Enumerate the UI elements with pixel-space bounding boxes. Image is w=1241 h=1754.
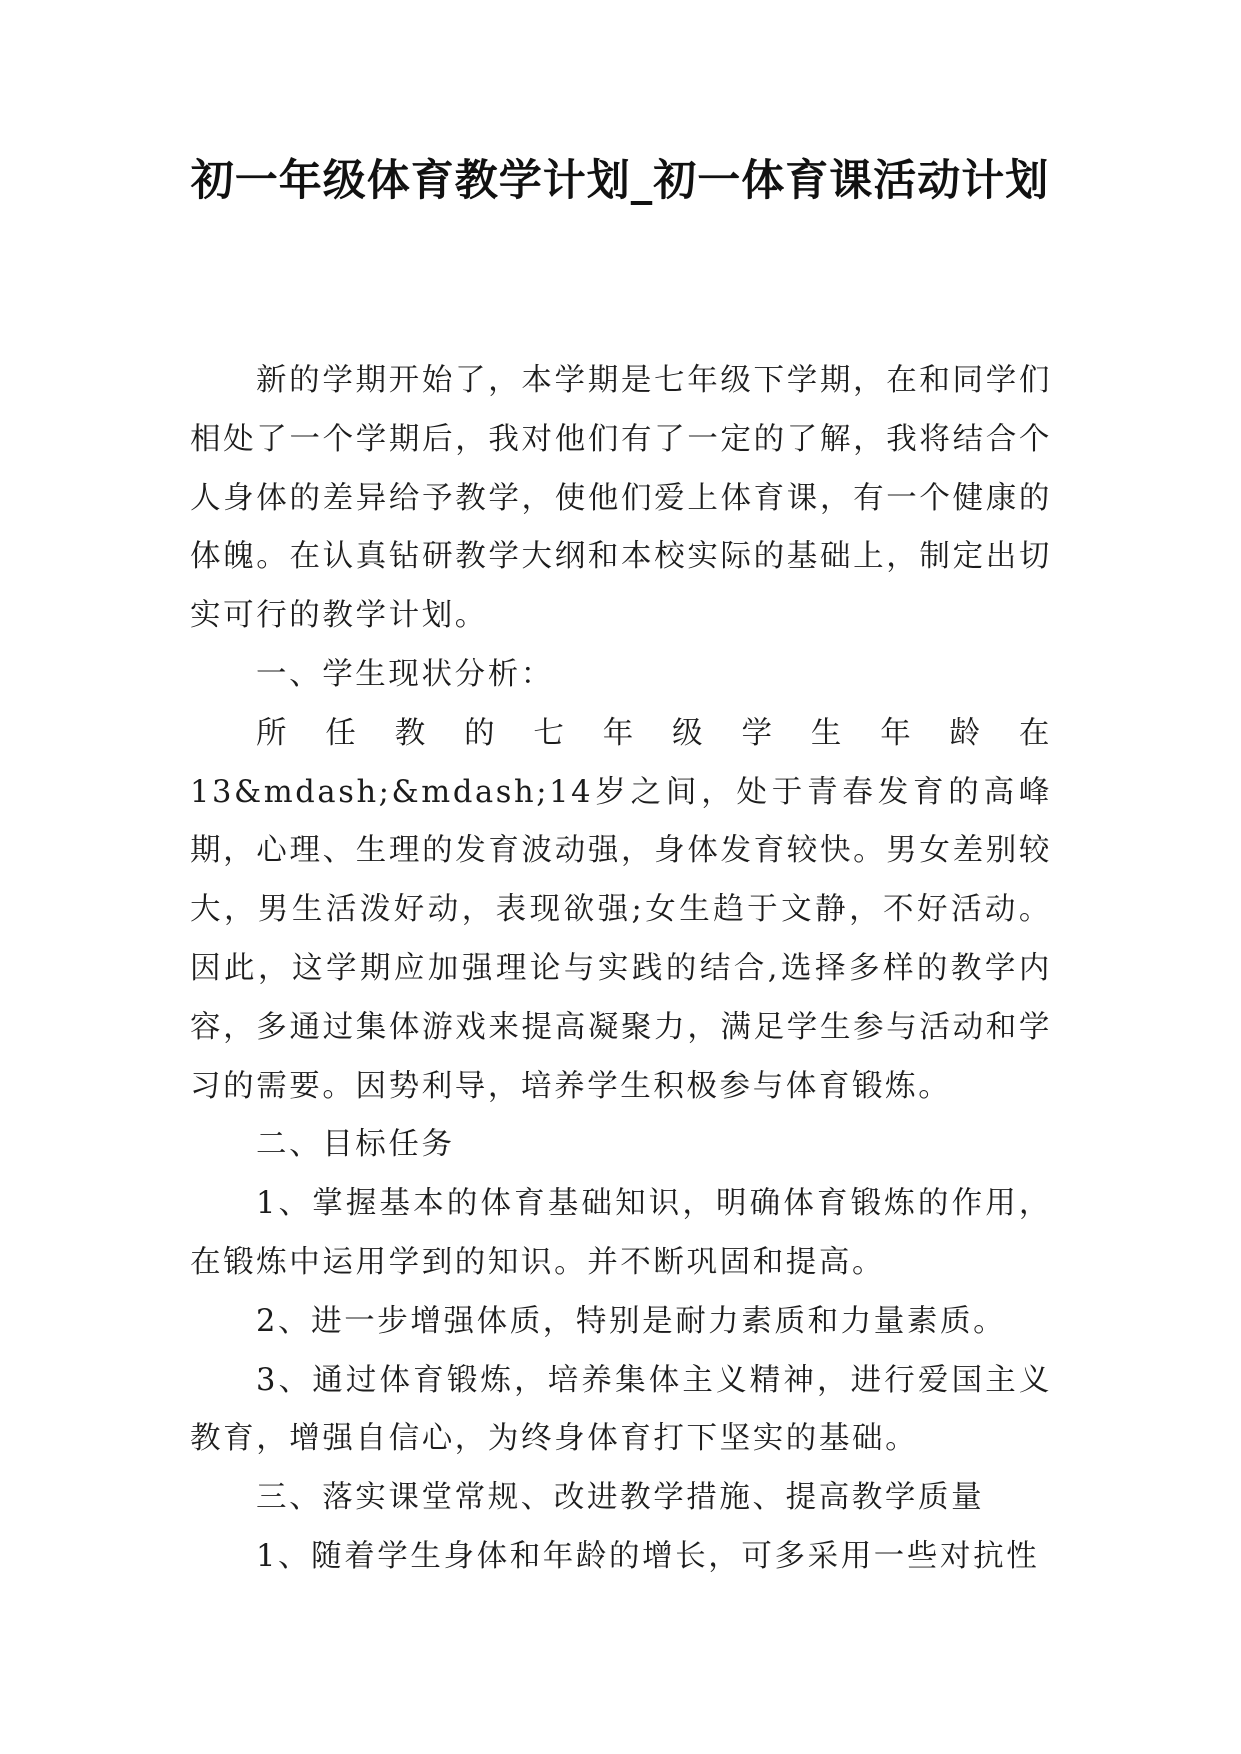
section-heading-student-analysis: 一、学生现状分析： — [256, 656, 554, 692]
goal-item-2: 2、进一步增强体质，特别是耐力素质和力量素质。 — [256, 1303, 1007, 1339]
section-heading-classroom: 三、落实课堂常规、改进教学措施、提高教学质量 — [256, 1480, 985, 1516]
goal-item-1: 1、掌握基本的体育基础知识，明确体育锻炼的作用，在锻炼中运用学到的知识。并不断巩固和提高。 — [190, 1186, 1052, 1280]
goal-item-3: 3、通过体育锻炼，培养集体主义精神，进行爱国主义教育，增强自信心，为终身体育打下坚实的基础。 — [190, 1362, 1052, 1457]
section-heading-goals: 二、目标任务 — [256, 1127, 455, 1163]
paragraph-student-analysis: 所任教的七年级学生年龄在13&mdash;&mdash;14岁之间，处于青春发育的高峰期，心理、生理的发育波动强，身体发育较快。男女差别较大，男生活泼好动，表现欲强;女生趋于文静，不好活动。因此，这学期应加强理论与实践的结合,选择多样的教学内容，多通过集体游戏来提高凝聚力，满足学生参与活动和学习的需要。因势利导，培养学生积极参与体育锻炼。 — [190, 715, 1052, 1104]
document-title: 初一年级体育教学计划_初一体育课活动计划 — [190, 156, 1050, 206]
paragraph-intro: 新的学期开始了，本学期是七年级下学期，在和同学们相处了一个学期后，我对他们有了一定的了解，我将结合个人身体的差异给予教学，使他们爱上体育课，有一个健康的体魄。在认真钻研教学大纲和本校实际的基础上，制定出切实可行的教学计划。 — [190, 363, 1052, 634]
document-body — [190, 352, 1052, 1587]
classroom-item-1: 1、随着学生身体和年龄的增长，可多采用一些对抗性 — [256, 1538, 1040, 1574]
